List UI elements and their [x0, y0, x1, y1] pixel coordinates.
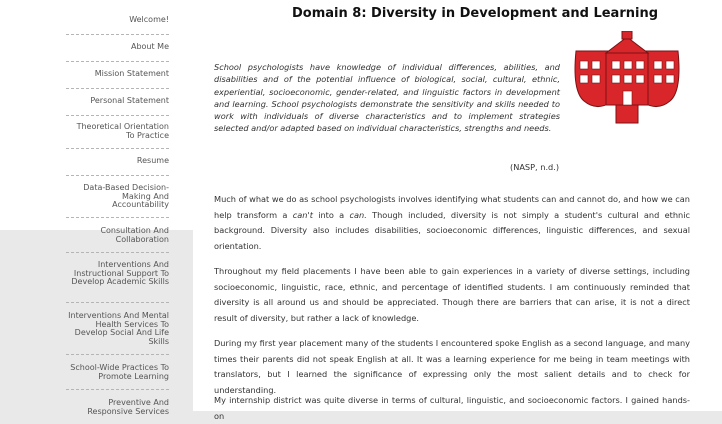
- nav-mental-health-services[interactable]: Interventions And Mental Health Services To Develop Social And Life Skills: [68, 311, 169, 346]
- nav-divider: [66, 302, 169, 303]
- nav-divider: [66, 217, 169, 218]
- nav-preventive-responsive-services[interactable]: Preventive And Responsive Services: [87, 398, 169, 416]
- nav-divider: [66, 175, 169, 176]
- paragraph-diversity-intro: Much of what we do as school psychologists involves identifying what students can and cannot do, and how we can help transform a can't into a can. Though included, diversity is not simply a student's cultural and ethnic background. Diversity also includes disabilities, socioeconomic differences, linguistic differences, and sexual orientation.: [214, 194, 690, 251]
- nav-about-me[interactable]: About Me: [130, 42, 169, 51]
- nav-theoretical-orientation[interactable]: Theoretical Orientation To Practice: [76, 122, 169, 140]
- paragraph-field-placements: Throughout my field placements I have been able to gain experiences in a variety of diverse settings, including socioeconomic, linguistic, race, ethnic, and percentage of identified students. I am continuously reminded that diversity is all around us and should be appreciated. Though there are barriers that can arise, it is not a direct result of diversity, but rather a lack of knowledge.: [214, 266, 690, 323]
- nav-divider: [66, 34, 169, 35]
- nav-resume[interactable]: Resume: [136, 156, 169, 165]
- nav-divider: [66, 88, 169, 89]
- nav-mission-statement[interactable]: Mission Statement: [94, 69, 169, 78]
- nav-welcome[interactable]: Welcome!: [129, 15, 169, 24]
- nav-personal-statement[interactable]: Personal Statement: [90, 96, 169, 105]
- nav-divider: [66, 354, 169, 355]
- paragraph-internship: My internship district was quite diverse in terms of cultural, linguistic, and socioeconomic factors. I gained hands-on: [214, 395, 690, 421]
- sidebar: [0, 0, 193, 416]
- nasp-quote: School psychologists have knowledge of individual differences, abilities, and disabilities and of the potential influence of biological, social, cultural, ethnic, experiential, socioeconomic, gender-related, and linguistic factors in development and learning. School psychologists demonstrate the sensitivity and skills needed to work with individuals of diverse characteristics and to implement strategies selected and/or adapted based on individual characteristics, strengths and needs.: [214, 62, 560, 134]
- quote-citation: (NASP, n.d.): [510, 162, 560, 172]
- nav-divider: [66, 61, 169, 62]
- nav-school-wide-practices[interactable]: School-Wide Practices To Promote Learning: [70, 363, 169, 381]
- nav-divider: [66, 115, 169, 116]
- school-building-logo: [566, 31, 688, 128]
- main-content: [193, 0, 722, 421]
- nav-data-based-decision-making[interactable]: Data-Based Decision-Making And Accountability: [83, 183, 169, 209]
- page-title: Domain 8: Diversity in Development and Learning: [292, 6, 659, 21]
- paragraph-first-year: During my first year placement many of the students I encountered spoke English as a second language, and many times their parents did not speak English at all. It was a learning experience for me being in team meetings with translators, but I learned the significance of expressing only the most salient details and to check for understanding.: [214, 338, 690, 395]
- nav-divider: [66, 148, 169, 149]
- nav-divider: [66, 252, 169, 253]
- nav-divider: [66, 389, 169, 390]
- nav-instructional-support[interactable]: Interventions And Instructional Support To Develop Academic Skills: [71, 260, 169, 286]
- nav-consultation-collaboration[interactable]: Consultation And Collaboration: [100, 226, 169, 244]
